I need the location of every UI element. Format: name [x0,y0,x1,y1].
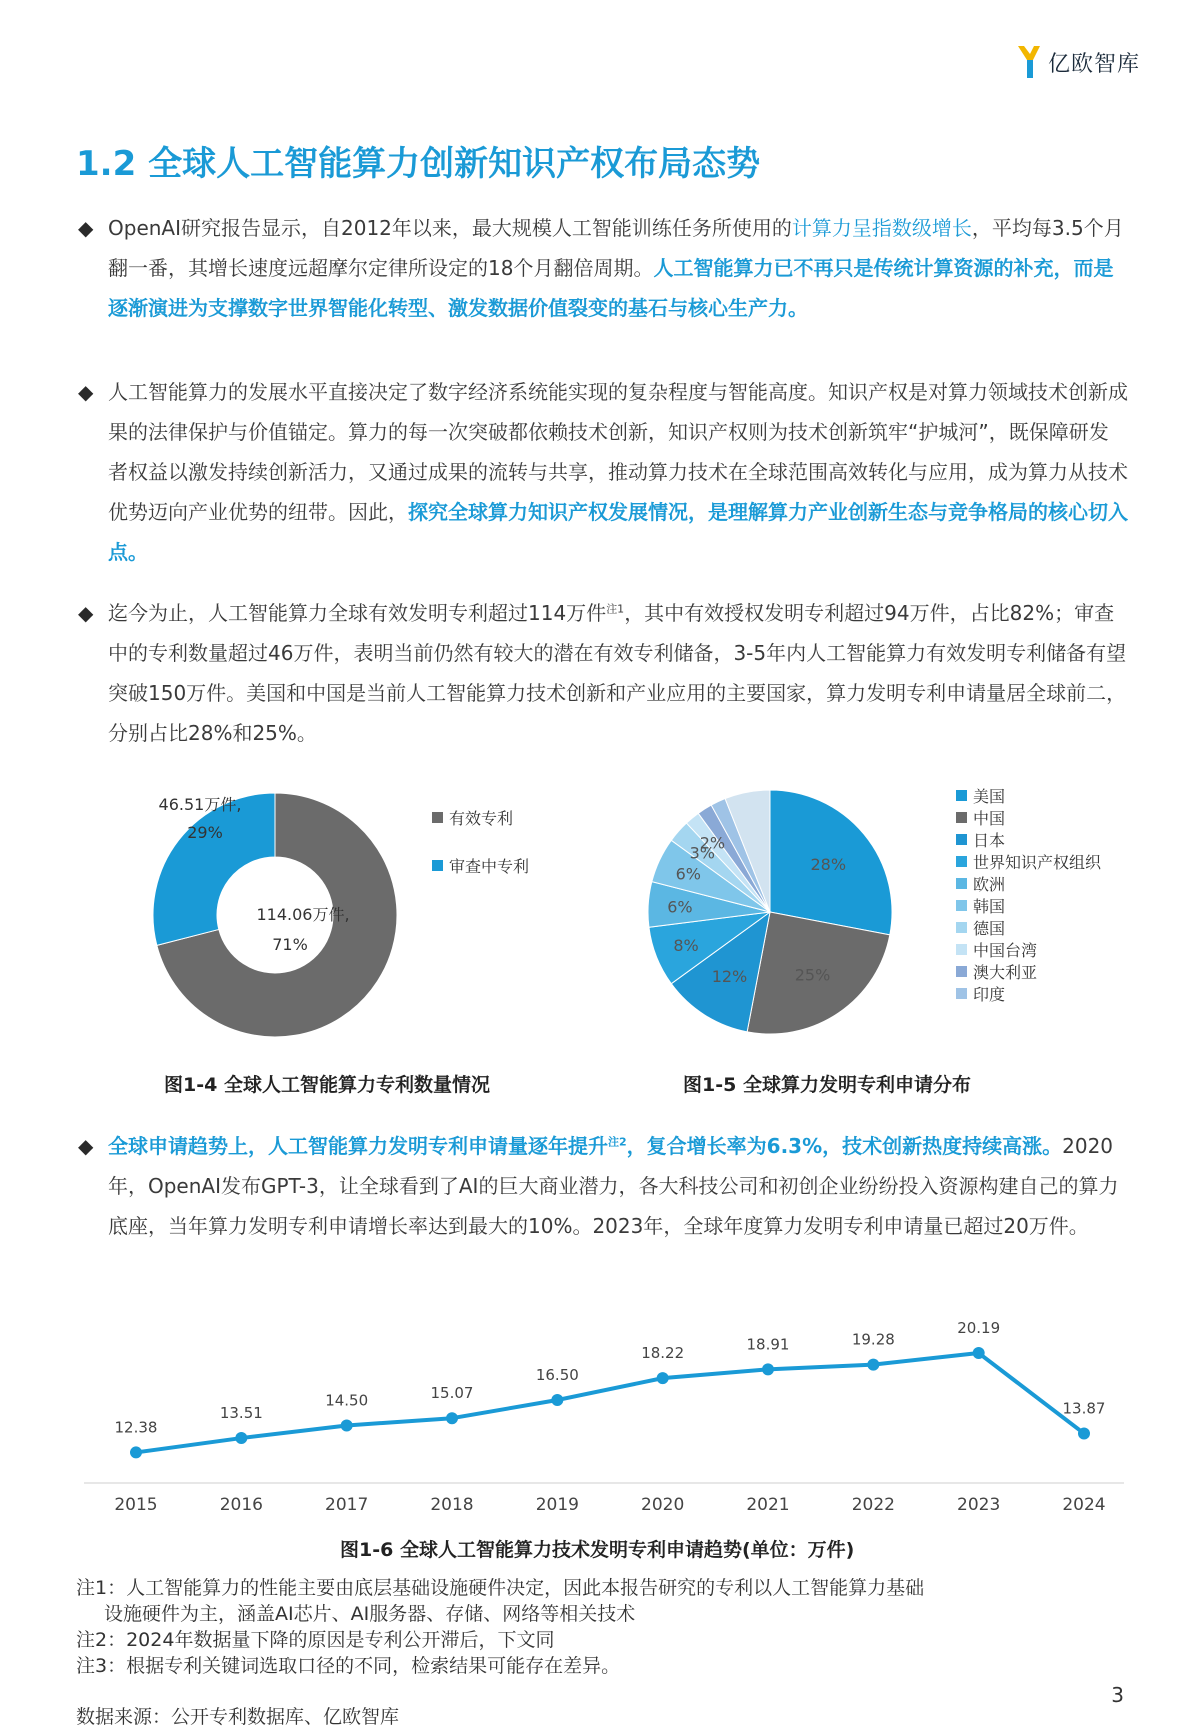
data-source: 数据来源：公开专利数据库、亿欧智库 [76,1706,400,1728]
patent-country-pie-chart [640,782,900,1042]
p1-highlight-2: 人工智能算力已不再只是传统计算资源的补充，而是逐渐演进为支撑数字世界智能化转型、激发数据价值裂变的基石与核心生产力。 [108,256,1114,320]
p4-highlight-1: 全球申请趋势上，人工智能算力发明专利申请量逐年提升 [108,1134,608,1158]
p1-text-3: ，平均每3.5个月翻一番，其增长速度远超摩尔定律所设定的18个月翻倍周期。 [108,216,1124,280]
legend-swatch [956,900,967,911]
p4-highlight-2: ，复合增长率为6.3%，技术创新热度持续高涨。 [626,1134,1063,1158]
pie-label-3: 8% [673,936,699,956]
p3-text-2: ，其中有效授权发明专利超过94万件，占比82%；审查中的专利数量超过46万件，表明当前仍然有较大的潜在有效专利储备，3-5年内人工智能算力有效发明专利储备有望突破150万件。美国和中国是当前人工智能算力技术创新和产业应用的主要国家，算力发明专利申请量居全球前二，分别占比28%和25%。 [108,601,1127,745]
trend-value-label-2017: 14.50 [325,1391,369,1410]
legend-label: 中国 [973,808,1006,828]
x-tick-2018: 2018 [430,1495,474,1515]
donut-label-percent-review: 29% [187,823,223,842]
pie-legend-item [956,806,1101,828]
trend-point-2024 [1078,1427,1090,1439]
donut-label-amount-review: 46.51万件, [158,795,242,814]
logo-mark-icon [1016,44,1042,80]
legend-label: 韩国 [973,896,1006,916]
pie-label-1: 25% [794,965,831,985]
legend-swatch [956,834,967,845]
donut-legend [432,806,529,876]
trend-value-label-2024: 13.87 [1062,1399,1106,1418]
figure-1-4-caption: 图1-4 全球人工智能算力专利数量情况 [164,1074,490,1096]
paragraph-3 [78,593,1128,753]
p1-text-1: OpenAI研究报告显示，自2012年以来，最大规模人工智能训练任务所使用的 [108,216,792,240]
p2-highlight: 探究全球算力知识产权发展情况，是理解算力产业创新生态与竞争格局的核心切入点。 [108,500,1128,564]
pie-legend-item [956,894,1101,916]
x-tick-2015: 2015 [114,1495,158,1515]
legend-label: 澳大利亚 [973,962,1038,982]
trend-value-label-2023: 20.19 [957,1319,1001,1338]
p3-text-1: 迄今为止，人工智能算力全球有效发明专利超过114万件 [108,601,607,625]
note-2: 注2：2024年数据量下降的原因是专利公开滞后，下文同 [76,1629,555,1651]
trend-value-label-2019: 16.50 [535,1366,579,1384]
x-tick-2020: 2020 [641,1495,685,1515]
diamond-bullet-icon: ◆ [78,601,94,625]
pie-label-6: 3% [689,843,715,863]
trend-point-2016 [235,1432,247,1444]
note-1-line-2: 设施硬件为主，涵盖AI芯片、AI服务器、存储、网络等相关技术 [104,1603,636,1625]
p4-text: 2020年，OpenAI发布GPT-3，让全球看到了AI的巨大商业潜力，各大科技公司和初创企业纷纷投入资源构建自己的算力底座，当年算力发明专利申请增长率达到最大的10%。2023年，全球年度算力发明专利申请量已超过20万件。 [108,1134,1119,1238]
section-title: 1.2 全球人工智能算力创新知识产权布局态势 [76,144,761,184]
p1-highlight-1: 计算力呈指数级增长 [791,216,972,240]
legend-swatch [956,922,967,933]
footnote-ref-2: 注2 [608,1135,627,1149]
trend-value-label-2018: 15.07 [430,1384,474,1403]
pie-label-0: 28% [810,854,847,874]
pie-legend-item [956,850,1101,872]
donut-label-percent-effective: 71% [272,935,308,954]
legend-label: 有效专利 [449,808,514,828]
pie-label-5: 6% [675,864,702,884]
page-number: 3 [1111,1683,1124,1707]
pie-legend-item [956,872,1101,894]
pie-legend-item [956,916,1101,938]
legend-swatch [956,856,967,867]
legend-label: 德国 [973,918,1006,938]
legend-swatch [956,966,967,977]
trend-point-2019 [551,1394,563,1406]
trend-point-2020 [657,1372,669,1384]
trend-value-label-2022: 19.28 [851,1330,895,1349]
figure-1-5-caption: 图1-5 全球算力发明专利申请分布 [683,1074,971,1096]
legend-item-review [432,854,529,876]
footnotes [76,1575,1126,1679]
legend-label: 中国台湾 [973,940,1038,960]
trend-point-2021 [762,1363,774,1375]
x-tick-2021: 2021 [746,1495,790,1515]
logo-text: 亿欧智库 [1047,51,1140,77]
paragraph-2 [78,372,1128,572]
legend-swatch [956,790,967,801]
trend-point-2017 [341,1419,353,1431]
legend-label: 世界知识产权组织 [973,852,1102,872]
trend-point-2018 [446,1412,458,1424]
pie-legend-item [956,982,1101,1004]
legend-swatch [956,812,967,823]
diamond-bullet-icon: ◆ [78,1134,94,1158]
pie-legend [956,784,1101,1004]
trend-value-label-2020: 18.22 [641,1344,685,1363]
legend-swatch [432,812,443,823]
x-tick-2024: 2024 [1062,1495,1106,1515]
legend-swatch [956,988,967,999]
pie-label-7: 2% [699,833,726,853]
trend-value-label-2021: 18.91 [746,1335,790,1354]
pie-label-4: 6% [667,897,693,917]
patent-trend-line-chart [84,1300,1124,1530]
pie-legend-item [956,960,1101,982]
legend-swatch [956,878,967,889]
x-tick-2017: 2017 [325,1495,369,1515]
legend-label: 印度 [973,984,1006,1004]
legend-swatch [432,860,443,871]
legend-label: 日本 [973,830,1006,850]
pie-legend-item [956,938,1101,960]
x-tick-2016: 2016 [219,1495,263,1515]
trend-series-line [136,1353,1084,1452]
x-tick-2022: 2022 [851,1495,895,1515]
patent-status-donut-chart [140,780,410,1050]
legend-label: 美国 [973,786,1006,806]
donut-label-amount-effective: 114.06万件, [256,905,350,924]
pie-legend-item [956,828,1101,850]
paragraph-4 [78,1126,1128,1246]
x-tick-2019: 2019 [535,1495,579,1515]
pie-legend-item [956,784,1101,806]
footnote-ref-1: 注1 [606,602,625,616]
legend-label: 欧洲 [973,874,1006,894]
x-tick-2023: 2023 [957,1495,1001,1515]
paragraph-1 [78,208,1128,328]
note-3: 注3：根据专利关键词选取口径的不同，检索结果可能存在差异。 [76,1655,621,1677]
trend-value-label-2016: 13.51 [219,1404,263,1423]
diamond-bullet-icon: ◆ [78,216,94,240]
legend-swatch [956,944,967,955]
p2-text-1: 人工智能算力的发展水平直接决定了数字经济系统能实现的复杂程度与智能高度。知识产权是对算力领域技术创新成果的法律保护与价值锚定。算力的每一次突破都依赖技术创新，知识产权则为技术创新筑牢“护城河”，既保障研发者权益以激发持续创新活力，又通过成果的流转与共享，推动算力技术在全球范围高效转化与应用，成为算力从技术优势迈向产业优势的纽带。因此， [108,380,1128,524]
trend-point-2022 [867,1359,879,1371]
note-1-line-1: 注1：人工智能算力的性能主要由底层基础设施硬件决定，因此本报告研究的专利以人工智能算力基础 [76,1577,925,1599]
legend-item-effective [432,806,529,828]
diamond-bullet-icon: ◆ [78,380,94,404]
trend-point-2015 [130,1446,142,1458]
pie-label-2: 12% [711,966,748,986]
legend-label: 审查中专利 [449,856,530,876]
trend-point-2023 [973,1347,985,1359]
figure-1-6-caption: 图1-6 全球人工智能算力技术发明专利申请趋势(单位：万件) [340,1539,855,1561]
trend-value-label-2015: 12.38 [114,1418,158,1437]
brand-logo [1016,44,1140,80]
